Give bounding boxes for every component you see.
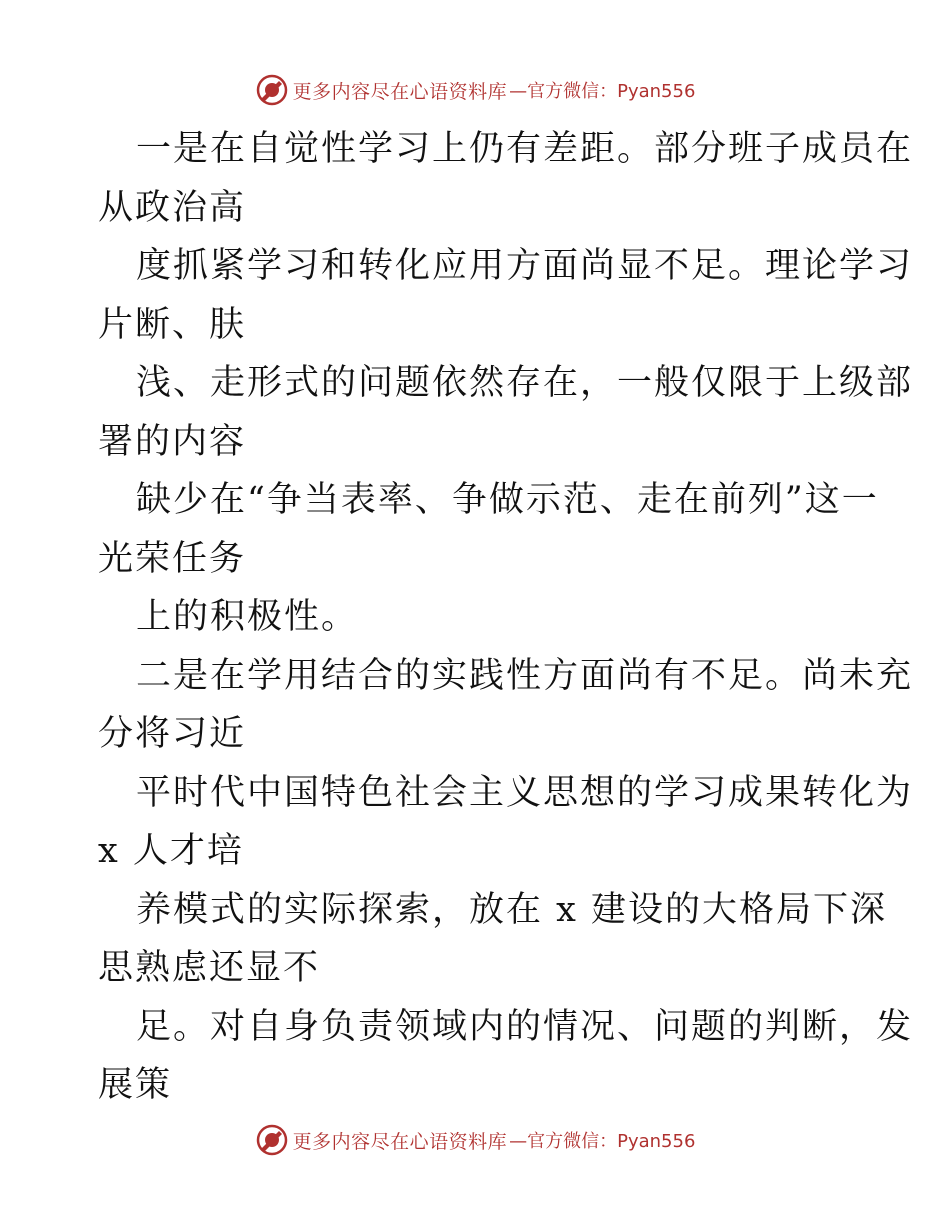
document-body [98, 120, 914, 1115]
logo-icon [255, 1123, 289, 1157]
text-line: 片断、肤 [98, 304, 247, 345]
text-line: 从政治高 [98, 187, 247, 228]
banner-wechat: —官方微信：Pyan556 [509, 81, 696, 102]
text-line: 度抓紧学习和转化应用方面尚显不足。理论学习 [136, 246, 914, 286]
banner-title: 更多内容尽在心语资料库 [292, 80, 508, 103]
text-line: 一是在自觉性学习上仍有差距。部分班子成员在 [136, 129, 914, 169]
text-line: 光荣任务 [98, 538, 247, 579]
text-line: 展策 [98, 1065, 173, 1105]
header-banner [0, 70, 950, 110]
footer-banner [0, 1120, 950, 1160]
text-line: 养模式的实际探索，放在 x 建设的大格局下深 [136, 889, 887, 930]
text-line: 署的内容 [98, 421, 247, 462]
text-line: 二是在学用结合的实践性方面尚有不足。尚未充 [136, 655, 914, 696]
text-line: 上的积极性。 [136, 597, 359, 637]
text-line: 思熟虑还显不 [98, 948, 321, 988]
text-line: 分将习近 [98, 714, 247, 754]
banner-title: 更多内容尽在心语资料库 [292, 1130, 508, 1153]
text-line: 足。对自身负责领域内的情况、问题的判断，发 [136, 1006, 914, 1047]
logo-icon [255, 73, 289, 107]
banner-wechat: —官方微信：Pyan556 [509, 1131, 696, 1152]
text-line: 浅、走形式的问题依然存在，一般仅限于上级部 [136, 363, 914, 403]
text-line: x 人才培 [98, 831, 244, 871]
text-line: 缺少在“争当表率、争做示范、走在前列”这一 [136, 480, 879, 520]
text-line: 平时代中国特色社会主义思想的学习成果转化为 [136, 772, 914, 813]
